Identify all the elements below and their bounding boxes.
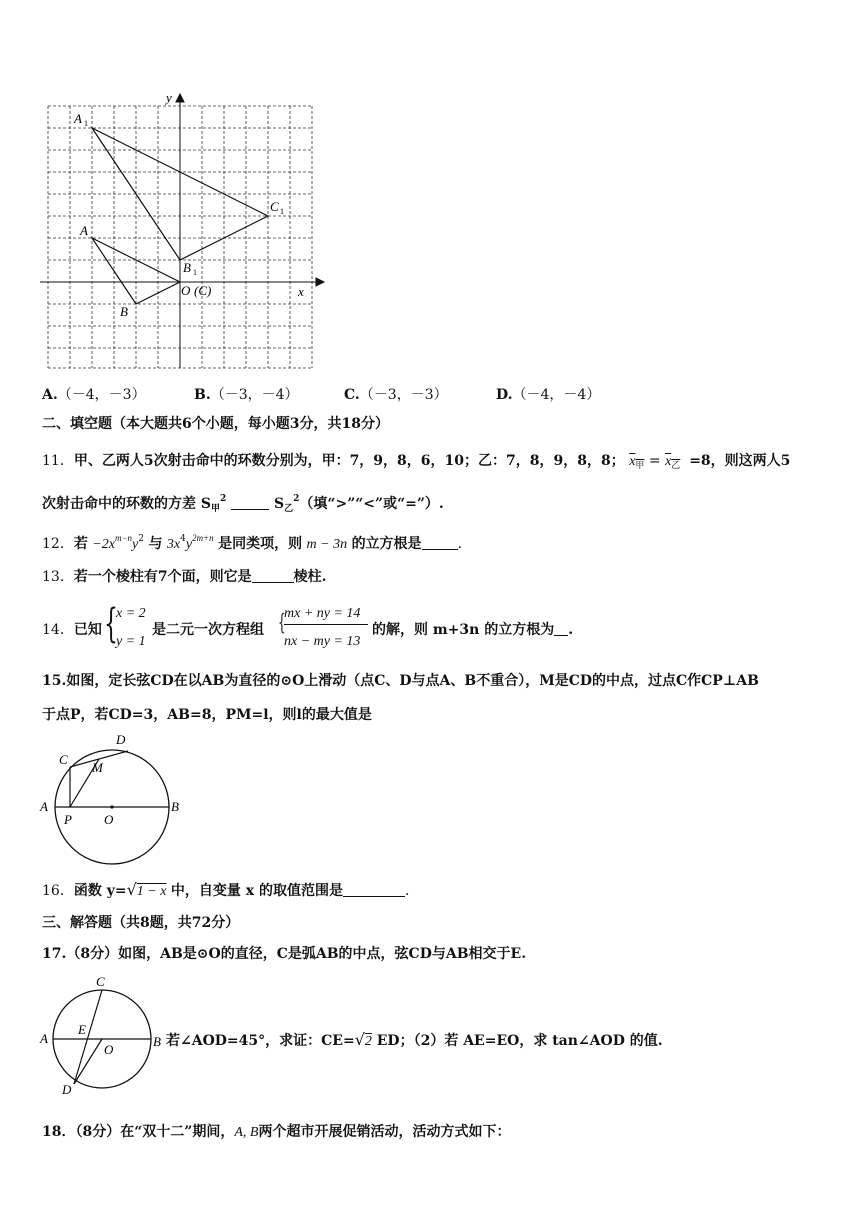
label-e: E bbox=[78, 1022, 86, 1037]
label-d: D bbox=[116, 732, 126, 747]
answer-blank-12[interactable] bbox=[422, 535, 458, 550]
system-2-eq-2: nx − my = 13 bbox=[284, 634, 361, 649]
question-14-post: 的解，则 m+3n 的立方根为 . bbox=[372, 622, 574, 638]
label-c: C bbox=[59, 752, 68, 767]
answer-blank-16[interactable] bbox=[343, 882, 405, 897]
label-m: M bbox=[92, 760, 103, 775]
question-18: 18．（8分）在“双十二”期间，A, B两个超市开展促销活动，活动方式如下： bbox=[42, 1124, 511, 1140]
question-15-line-1: 15.如图，定长弦CD在以AB为直径的⊙O上滑动（点C、D与点A、B不重合），M是CD的中点，过点C作CP⊥AB bbox=[42, 673, 759, 689]
option-c[interactable]: C.（－3，－3） bbox=[344, 387, 448, 403]
coordinate-grid-figure bbox=[40, 92, 330, 374]
option-d[interactable]: D.（－4，－4） bbox=[496, 387, 601, 403]
label-o: O bbox=[181, 283, 191, 298]
circle-figure-q15 bbox=[38, 730, 188, 870]
section-heading-answers: 三、解答题（共8题，共72分） bbox=[42, 915, 240, 931]
label-d: D bbox=[62, 1082, 72, 1097]
system-2-eq-1: mx + ny = 14 bbox=[284, 606, 361, 621]
label-b: B bbox=[120, 304, 128, 319]
answer-blank-11[interactable] bbox=[231, 495, 269, 510]
label-p: P bbox=[64, 812, 72, 827]
label-b: B bbox=[153, 1034, 161, 1049]
label-c: (C) bbox=[194, 283, 212, 298]
option-a[interactable]: A.（－4，－3） bbox=[42, 387, 146, 403]
label-a: A bbox=[40, 1031, 48, 1046]
label-a: A bbox=[40, 799, 48, 814]
option-b[interactable]: B.（－3，－4） bbox=[194, 387, 299, 403]
question-14-mid: 是二元一次方程组 bbox=[152, 622, 264, 638]
label-c: C bbox=[96, 974, 105, 989]
label-b: B bbox=[171, 799, 179, 814]
label-a1: A bbox=[74, 111, 82, 126]
label-y-axis: y bbox=[166, 92, 172, 105]
question-16: 16．函数 y=√1 − x 中，自变量 x 的取值范围是 . bbox=[42, 880, 410, 899]
question-17-line-1: 17.（8分）如图，AB是⊙O的直径，C是弧AB的中点，弦CD与AB相交于E. bbox=[42, 946, 527, 962]
label-a: A bbox=[80, 223, 88, 238]
circle-figure-q17 bbox=[38, 970, 168, 1100]
label-b1: B bbox=[183, 260, 191, 275]
label-c1: C bbox=[270, 199, 279, 214]
label-c1-sub: 1 bbox=[280, 207, 284, 216]
label-b1-sub: 1 bbox=[193, 268, 197, 277]
answer-blank-13[interactable] bbox=[252, 568, 294, 583]
question-13: 13．若一个棱柱有7个面，则它是 棱柱. bbox=[42, 569, 327, 585]
label-o: O bbox=[104, 1042, 114, 1057]
section-heading-fill-in: 二、填空题（本大题共6个小题，每小题3分，共18分） bbox=[42, 416, 389, 432]
system-brace-2: { bbox=[278, 611, 286, 636]
question-12: 12．若 $-2x^{m-n}y^2$ 与 $3x^4y^{2m+n}$ 是同类项，则 m − 3n 的立方根是 . bbox=[42, 533, 463, 552]
system-brace-1: { bbox=[104, 601, 118, 647]
question-11-line-2: 次射击命中的环数的方差 $S_甲^2$ $S_乙^2$（填“>”“<”或“=”）. bbox=[42, 494, 444, 514]
system-1-eq-1: x = 2 bbox=[116, 606, 146, 621]
system-1-eq-2: y = 1 bbox=[116, 634, 146, 649]
label-x-axis: x bbox=[298, 284, 304, 299]
system-2-divider bbox=[284, 624, 368, 625]
label-o: O bbox=[104, 812, 114, 827]
question-11-line-1: 11．甲、乙两人5次射击命中的环数分别为，甲：7，9，8，6，10；乙：7，8，9，8，8； $x_甲 = x_乙 =8$，则这两人5 bbox=[42, 453, 791, 470]
label-a1-sub: 1 bbox=[84, 119, 88, 128]
question-15-line-2: 于点P，若CD=3，AB=8，PM=l，则l的最大值是 bbox=[42, 707, 372, 723]
question-17-parts: 若∠AOD=45°，求证：CE=√2 ED；（2）若 AE=EO，求 tan∠AOD 的值. bbox=[166, 1030, 663, 1049]
question-14: 14．已知 bbox=[42, 622, 102, 638]
answer-blank-14[interactable] bbox=[554, 621, 568, 636]
